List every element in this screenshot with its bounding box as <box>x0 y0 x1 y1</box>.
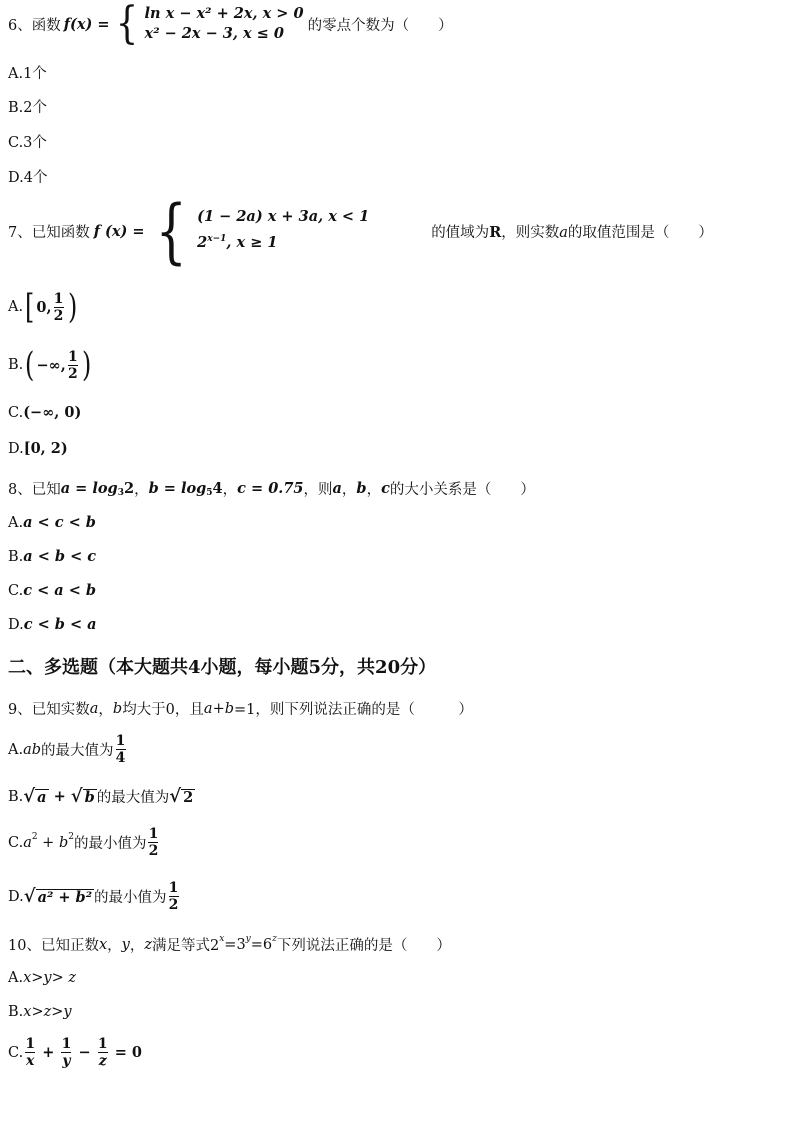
q10-option-a-math: x>y> z <box>23 970 77 986</box>
q10-s2: ， <box>129 938 145 954</box>
q9-option-b[interactable] <box>8 786 195 807</box>
q9-option-c-plus: + <box>37 834 59 851</box>
q10-text-c: 下列说法正确的是（ ） <box>276 938 451 954</box>
q7-option-d-math: [0, 2) <box>23 440 68 457</box>
q7-option-d[interactable] <box>8 440 68 457</box>
q9-cond-end: =1，则下列说法正确的是（ ） <box>234 702 473 718</box>
q8-option-d-label: D. <box>8 616 24 633</box>
q7-case2-rest: , x ≥ 1 <box>226 234 278 251</box>
q9-option-c-b: b <box>58 834 69 851</box>
q6-cases <box>145 4 304 44</box>
q9-option-b-b: b <box>84 788 95 806</box>
q9-option-a[interactable] <box>8 733 128 766</box>
section-title: 二、多选题（本大题共4小题，每小题5分，共20分） <box>8 657 437 678</box>
q7-option-b-label: B. <box>8 357 24 373</box>
q9-va: a <box>89 700 99 717</box>
q10-e3: z <box>272 933 277 944</box>
q7-case2-base: 2 <box>197 234 208 251</box>
q10-option-c-f2n: 1 <box>61 1036 72 1052</box>
q10-t3: =6 <box>250 936 273 953</box>
q8-option-d[interactable] <box>8 616 97 633</box>
q10-option-c-f2d: y <box>62 1053 71 1069</box>
q8-option-a-label: A. <box>8 514 24 531</box>
q10-text-a: 10、已知正数 <box>8 938 99 954</box>
q10-t2: =3 <box>224 936 246 953</box>
q10-option-c-minus: − <box>73 1044 96 1061</box>
q9-option-c-exp2: 2 <box>68 831 74 842</box>
q9-cond-a: a <box>203 700 213 717</box>
q9-cond-mid: + <box>212 700 225 717</box>
q10-option-c-f3d: z <box>98 1053 107 1069</box>
q8-option-b[interactable] <box>8 548 96 565</box>
q10-option-c[interactable] <box>8 1036 142 1069</box>
q7-option-c[interactable] <box>8 404 81 421</box>
q6-fx: f(x) = <box>63 15 110 33</box>
q8-sep1: ， <box>341 482 357 498</box>
q9-sep: ， <box>98 702 113 718</box>
q8-vb: b <box>356 480 367 497</box>
q9-option-d-label: D. <box>8 888 24 905</box>
q7-suffix-b: ，则实数 <box>501 224 560 241</box>
q8-b-sub: 5 <box>206 487 213 498</box>
q7-brace: { <box>155 190 187 272</box>
q8-sep2: ， <box>366 482 382 498</box>
q6-stem <box>8 0 453 49</box>
q8-stem <box>8 478 535 499</box>
q8-option-b-math: a < b < c <box>23 548 97 565</box>
q7-case2-exp: x−1 <box>207 234 227 244</box>
q9-option-b-a: a <box>37 788 47 806</box>
q9-option-b-sqrt-a: √ a <box>23 785 47 807</box>
q10-vz: z <box>144 936 152 953</box>
q8-b-val: 4 <box>212 480 223 497</box>
q10-option-a[interactable] <box>8 970 76 986</box>
q7-option-a-num: 1 <box>53 290 64 307</box>
q8-option-b-label: B. <box>8 548 24 565</box>
q9-option-b-text: 的最大值为 <box>96 790 170 806</box>
q7-option-c-math: (−∞, 0) <box>23 404 82 421</box>
q10-e1: x <box>219 933 225 944</box>
q6-case1: ln x − x² + 2x, x > 0 <box>144 5 304 22</box>
q9-option-a-label: A. <box>8 741 24 758</box>
q6-suffix: 的零点个数为（ ） <box>307 17 453 34</box>
q7-option-b-fraction <box>68 349 78 382</box>
q10-option-b-label: B. <box>8 1004 24 1020</box>
q7-suffix-R: R <box>489 223 502 241</box>
q7-prefix: 7、已知函数 <box>8 224 90 241</box>
q10-option-c-eq: = 0 <box>109 1044 143 1061</box>
q8-option-d-math: c < b < a <box>23 616 97 633</box>
q8-a-eq: a = log <box>60 480 118 497</box>
q8-b-eq: b = log <box>148 480 207 497</box>
q9-option-c-exp: 2 <box>31 831 38 842</box>
q9-option-a-text: 的最大值为 <box>41 743 114 759</box>
q10-option-c-f1n: 1 <box>25 1036 36 1052</box>
q6-option-c[interactable]: C.3个 <box>8 135 47 151</box>
q8-comma2: ， <box>222 482 238 498</box>
q7-cases <box>197 204 369 258</box>
q7-option-a-fraction <box>54 291 64 324</box>
q9-option-a-den: 4 <box>115 750 126 766</box>
q8-option-a-math: a < c < b <box>23 514 96 531</box>
q9-stem <box>8 698 473 719</box>
q7-suffix-a: 的值域为 <box>431 224 490 241</box>
q10-vx: x <box>98 936 108 953</box>
q8-suffix: 的大小关系是（ ） <box>389 482 535 498</box>
q10-option-c-f1d: x <box>26 1053 35 1069</box>
q10-option-b-math: x>z>y <box>23 1004 72 1020</box>
q9-option-d[interactable] <box>8 880 181 913</box>
q7-option-a-open: [ <box>25 287 35 327</box>
q9-text-b: 均大于0，且 <box>122 702 204 718</box>
q7-option-b-den: 2 <box>67 365 78 382</box>
q7-case1: (1 − 2a) x + 3a, x < 1 <box>197 208 370 225</box>
q9-option-c-text: 的最小值为 <box>73 836 147 852</box>
q8-vc: c <box>381 480 390 497</box>
q7-option-b[interactable] <box>8 345 93 385</box>
q7-option-b-close: ) <box>81 345 92 385</box>
q10-option-b[interactable] <box>8 1004 72 1020</box>
q7-suffix <box>431 221 713 242</box>
q9-text-a: 9、已知实数 <box>8 702 90 718</box>
q8-c-eq: c = 0.75 <box>237 480 304 497</box>
q7-option-b-num: 1 <box>67 348 78 365</box>
q9-option-b-sqrt-2: √ 2 <box>169 785 194 807</box>
q6-brace: { <box>115 0 138 49</box>
q9-option-c-num: 1 <box>148 826 159 842</box>
q7-option-a-lead: 0, <box>36 298 52 316</box>
q9-option-b-rad: 2 <box>183 788 194 806</box>
q8-va: a <box>332 480 342 497</box>
q9-option-d-fraction <box>169 880 179 913</box>
q10-vy: y <box>121 936 130 953</box>
q9-cond-b: b <box>224 700 235 717</box>
q6-option-b[interactable]: B.2个 <box>8 100 47 116</box>
q7-option-a-label: A. <box>8 299 24 315</box>
q10-option-c-plus: + <box>37 1044 60 1061</box>
q6-option-a[interactable]: A.1个 <box>8 66 47 82</box>
q7-option-b-lead: −∞, <box>36 356 66 374</box>
q9-option-c[interactable] <box>8 826 160 859</box>
q9-option-d-text: 的最小值为 <box>94 890 167 906</box>
q8-a-val: 2 <box>123 480 135 497</box>
q9-option-b-label: B. <box>8 788 24 805</box>
q10-option-c-frac1 <box>25 1036 35 1069</box>
q7-case2 <box>197 230 369 258</box>
q8-prefix: 8、已知 <box>8 482 61 498</box>
q8-mid: ，则 <box>303 482 333 498</box>
q9-option-c-den: 2 <box>148 843 159 859</box>
q7-fx: f (x) = <box>93 222 145 240</box>
q8-option-c-label: C. <box>8 582 24 599</box>
q7-suffix-var: a <box>559 224 568 241</box>
q9-option-b-sqrt-b: √ b <box>70 785 95 807</box>
q10-option-c-f3n: 1 <box>97 1036 108 1052</box>
q10-option-c-frac3 <box>98 1036 108 1069</box>
q7-suffix-c: 的取值范围是（ ） <box>567 224 713 241</box>
q9-option-c-label: C. <box>8 834 24 851</box>
q7-option-a[interactable] <box>8 287 79 327</box>
q10-s1: ， <box>107 938 122 954</box>
q6-prefix: 6、函数 <box>8 17 61 34</box>
q10-text-b: 满足等式2 <box>151 938 220 954</box>
q7-option-c-label: C. <box>8 404 24 421</box>
q6-case2: x² − 2x − 3, x ≤ 0 <box>144 25 284 42</box>
q10-stem <box>8 934 451 955</box>
q8-option-a[interactable] <box>8 514 96 531</box>
q10-option-c-label: C. <box>8 1044 24 1061</box>
q6-option-d[interactable]: D.4个 <box>8 170 48 186</box>
q9-option-d-num: 1 <box>168 880 179 896</box>
q7-option-b-open: ( <box>25 345 35 385</box>
q9-option-b-plus: + <box>48 788 71 805</box>
q8-option-c-math: c < a < b <box>23 582 97 599</box>
q9-option-a-fraction <box>116 733 126 766</box>
q10-option-c-frac2 <box>61 1036 71 1069</box>
q9-option-d-sqrt: √ a² + b² <box>23 885 93 907</box>
q9-option-c-fraction <box>148 826 158 859</box>
q8-a-sub: 3 <box>117 487 124 498</box>
q9-option-d-rad: a² + b² <box>37 888 93 906</box>
q9-option-c-a: a <box>23 834 32 851</box>
q8-option-c[interactable] <box>8 582 96 599</box>
q9-option-a-var: ab <box>23 741 42 758</box>
q10-e2: y <box>245 933 251 944</box>
q8-comma1: ， <box>134 482 149 498</box>
q7-option-a-den: 2 <box>53 307 64 324</box>
q7-stem <box>8 190 713 272</box>
q9-vb: b <box>112 700 123 717</box>
q10-option-a-label: A. <box>8 970 24 986</box>
q9-option-a-num: 1 <box>115 733 126 749</box>
q7-option-a-close: ) <box>67 287 77 327</box>
q9-option-d-den: 2 <box>168 897 179 913</box>
q7-option-d-label: D. <box>8 440 24 457</box>
